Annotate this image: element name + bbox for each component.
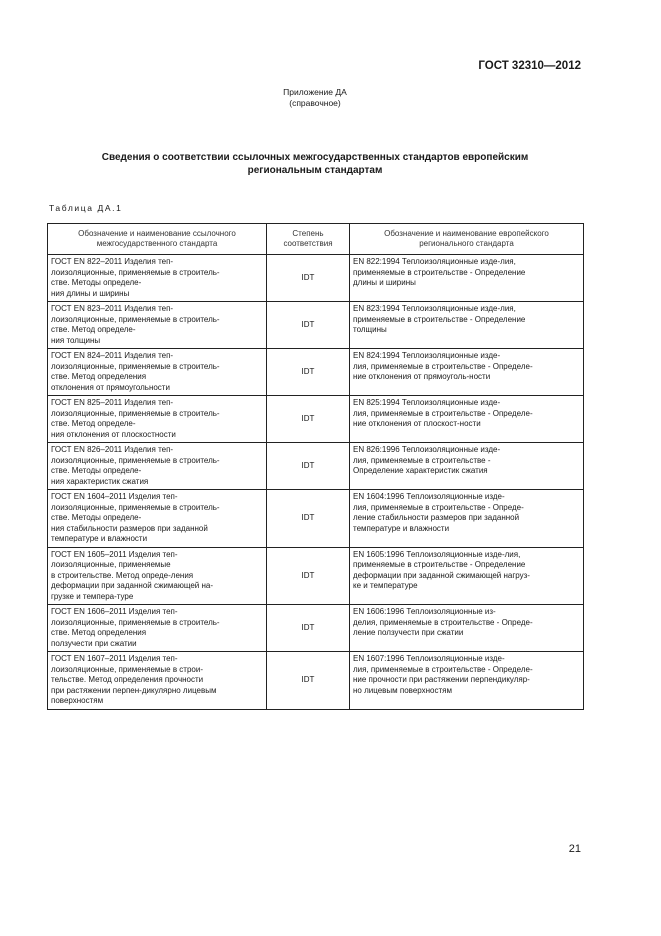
- interstate-standard-cell: [48, 255, 267, 302]
- header-european-standard: [350, 224, 584, 255]
- cell-text-line: EN 1604:1996 Теплоизоляционные изде-: [353, 492, 505, 501]
- table-row: [48, 490, 584, 548]
- cell-text-line: ГОСТ EN 1607–2011 Изделия теп-: [51, 654, 178, 663]
- cell-text-line: лоизоляционные, применяемые в строитель-: [51, 361, 220, 371]
- cell-text-line: EN 823:1994 Теплоизоляционные изде-лия,: [353, 304, 516, 313]
- degree-value: IDT: [301, 675, 315, 684]
- interstate-standard-cell: [48, 547, 267, 605]
- degree-value: IDT: [301, 272, 315, 282]
- cell-text-line: ние отклонения от прямоуголь-ности: [353, 372, 491, 381]
- section-heading: [40, 151, 590, 177]
- cell-text-line: лоизоляционные, применяемые в строитель-: [51, 408, 220, 418]
- cell-text-line: ление ползучести при сжатии: [353, 628, 464, 637]
- cell-text-line: ГОСТ EN 1604–2011 Изделия теп-: [51, 492, 178, 501]
- cell-text-line: тельстве. Метод определения прочности: [51, 675, 204, 684]
- cell-text-line: ление стабильности размеров при заданной: [353, 513, 520, 522]
- cell-text-line: делия, применяемые в строительстве - Опреде-: [353, 617, 533, 627]
- cell-text-line: температуре и влажности: [353, 523, 450, 533]
- european-standard-cell: [350, 255, 584, 302]
- cell-text-line: толщины: [353, 325, 387, 334]
- cell-text-line: лоизоляционные, применяемые в строи-: [51, 664, 203, 674]
- european-standard-cell: [350, 349, 584, 396]
- section-heading-line-2: региональным стандартам: [247, 165, 383, 176]
- interstate-standard-cell: [48, 605, 267, 652]
- cell-text-line: ния отклонения от плоскостности: [51, 429, 176, 439]
- appendix-title: Приложение ДА: [283, 87, 347, 97]
- page-number: 21: [568, 843, 581, 855]
- header-text: Обозначение и наименование ссылочного: [78, 228, 236, 238]
- cell-text-line: стве. Методы определе-: [51, 466, 142, 475]
- degree-cell: [267, 255, 350, 302]
- document-code: ГОСТ 32310—2012: [478, 60, 581, 72]
- cell-text-line: ползучести при сжатии: [51, 638, 137, 648]
- degree-cell: [267, 349, 350, 396]
- appendix-caption: [0, 87, 630, 109]
- degree-value: IDT: [301, 319, 315, 329]
- cell-text-line: ния характеристик сжатия: [51, 476, 149, 486]
- cell-text-line: ГОСТ EN 826–2011 Изделия теп-: [51, 445, 174, 454]
- cell-text-line: ке и температуре: [353, 581, 418, 590]
- cell-text-line: применяемые в строительстве - Определение: [353, 314, 526, 324]
- table-row: [48, 302, 584, 349]
- cell-text-line: ГОСТ EN 824–2011 Изделия теп-: [51, 351, 174, 360]
- table-row: [48, 652, 584, 710]
- cell-text-line: стве. Метод определе-: [51, 325, 136, 334]
- table-row: [48, 605, 584, 652]
- interstate-standard-cell: [48, 652, 267, 710]
- header-text: Обозначение и наименование европейского: [384, 228, 549, 238]
- cell-text-line: лоизоляционные, применяемые в строитель-: [51, 502, 220, 512]
- degree-value: IDT: [301, 460, 315, 470]
- cell-text-line: стве. Метод определения: [51, 628, 147, 637]
- cell-text-line: ния толщины: [51, 335, 101, 345]
- cell-text-line: ния стабильности размеров при заданной: [51, 523, 208, 533]
- cell-text-line: EN 1605:1996 Теплоизоляционные изде-лия,: [353, 549, 521, 559]
- degree-cell: [267, 490, 350, 548]
- header-text: межгосударственного стандарта: [96, 239, 218, 248]
- cell-text-line: лия, применяемые в строительстве - Определе-: [353, 361, 533, 371]
- cell-text-line: ГОСТ EN 825–2011 Изделия теп-: [51, 398, 174, 407]
- interstate-standard-cell: [48, 396, 267, 443]
- degree-cell: [267, 547, 350, 605]
- table-label: Таблица ДА.1: [49, 203, 123, 213]
- correspondence-table: [47, 223, 584, 710]
- european-standard-cell: [350, 490, 584, 548]
- cell-text-line: ГОСТ EN 1606–2011 Изделия теп-: [51, 607, 178, 616]
- degree-cell: [267, 605, 350, 652]
- cell-text-line: температуре и влажности: [51, 534, 148, 543]
- cell-text-line: лоизоляционные, применяемые в строитель-: [51, 617, 220, 627]
- cell-text-line: EN 822:1994 Теплоизоляционные изде-лия,: [353, 257, 516, 266]
- table-row: [48, 443, 584, 490]
- cell-text-line: EN 1606:1996 Теплоизоляционные из-: [353, 607, 496, 616]
- header-text: соответствия: [283, 239, 333, 248]
- cell-text-line: ние отклонения от плоскост-ности: [353, 419, 481, 428]
- interstate-standard-cell: [48, 349, 267, 396]
- cell-text-line: длины и ширины: [353, 278, 416, 287]
- european-standard-cell: [350, 302, 584, 349]
- table-row: [48, 396, 584, 443]
- table-header-row: [48, 224, 584, 255]
- cell-text-line: но лицевым поверхностям: [353, 685, 453, 695]
- cell-text-line: при растяжении перпен-дикулярно лицевым: [51, 685, 217, 695]
- cell-text-line: EN 824:1994 Теплоизоляционные изде-: [353, 351, 501, 360]
- cell-text-line: лия, применяемые в строительстве -: [353, 455, 491, 465]
- european-standard-cell: [350, 652, 584, 710]
- header-degree: [267, 224, 350, 255]
- cell-text-line: лоизоляционные, применяемые в строитель-: [51, 267, 220, 277]
- header-text: регионального стандарта: [419, 239, 514, 248]
- european-standard-cell: [350, 547, 584, 605]
- degree-cell: [267, 396, 350, 443]
- table-row: [48, 255, 584, 302]
- degree-value: IDT: [301, 413, 315, 423]
- cell-text-line: применяемые в строительстве - Определение: [353, 560, 526, 569]
- degree-value: IDT: [301, 366, 315, 376]
- cell-text-line: EN 826:1996 Теплоизоляционные изде-: [353, 445, 501, 454]
- european-standard-cell: [350, 605, 584, 652]
- cell-text-line: стве. Методы определе-: [51, 513, 142, 522]
- degree-value: IDT: [301, 513, 315, 522]
- cell-text-line: Определение характеристик сжатия: [353, 466, 488, 475]
- cell-text-line: лия, применяемые в строительстве - Определе-: [353, 408, 533, 418]
- degree-value: IDT: [301, 622, 315, 632]
- cell-text-line: EN 1607:1996 Теплоизоляционные изде-: [353, 654, 505, 663]
- cell-text-line: лоизоляционные, применяемые в строитель-: [51, 314, 220, 324]
- cell-text-line: стве. Методы определе-: [51, 278, 142, 287]
- appendix-subtitle: (справочное): [289, 98, 341, 108]
- degree-cell: [267, 443, 350, 490]
- cell-text-line: отклонения от прямоугольности: [51, 382, 170, 392]
- table-body: [48, 255, 584, 710]
- cell-text-line: ние прочности при растяжении перпендикуляр-: [353, 675, 530, 684]
- cell-text-line: ния длины и ширины: [51, 288, 130, 298]
- cell-text-line: стве. Метод определения: [51, 372, 147, 381]
- cell-text-line: лоизоляционные, применяемые: [51, 560, 171, 569]
- header-interstate-standard: [48, 224, 267, 255]
- cell-text-line: лия, применяемые в строительстве - Определе-: [353, 664, 533, 674]
- section-heading-line-1: Сведения о соответствии ссылочных межгосударственных стандартов европейским: [101, 152, 529, 163]
- table-row: [48, 349, 584, 396]
- cell-text-line: грузке и темпера-туре: [51, 591, 134, 601]
- table-row: [48, 547, 584, 605]
- interstate-standard-cell: [48, 490, 267, 548]
- degree-value: IDT: [301, 570, 315, 580]
- cell-text-line: ГОСТ EN 823–2011 Изделия теп-: [51, 304, 174, 313]
- cell-text-line: стве. Метод определе-: [51, 419, 136, 428]
- cell-text-line: EN 825:1994 Теплоизоляционные изде-: [353, 398, 501, 407]
- cell-text-line: применяемые в строительстве - Определение: [353, 267, 526, 277]
- cell-text-line: деформации при заданной сжимающей на-: [51, 581, 213, 590]
- cell-text-line: ГОСТ EN 1605–2011 Изделия теп-: [51, 549, 178, 559]
- degree-cell: [267, 302, 350, 349]
- cell-text-line: деформации при заданной сжимающей нагруз-: [353, 570, 530, 580]
- cell-text-line: в строительстве. Метод опреде-ления: [51, 570, 194, 580]
- degree-cell: [267, 652, 350, 710]
- header-text: Степень: [292, 228, 324, 238]
- interstate-standard-cell: [48, 443, 267, 490]
- interstate-standard-cell: [48, 302, 267, 349]
- cell-text-line: поверхностям: [51, 696, 104, 705]
- cell-text-line: лия, применяемые в строительстве - Опреде-: [353, 502, 524, 512]
- european-standard-cell: [350, 396, 584, 443]
- cell-text-line: ГОСТ EN 822–2011 Изделия теп-: [51, 257, 174, 266]
- cell-text-line: лоизоляционные, применяемые в строитель-: [51, 455, 220, 465]
- european-standard-cell: [350, 443, 584, 490]
